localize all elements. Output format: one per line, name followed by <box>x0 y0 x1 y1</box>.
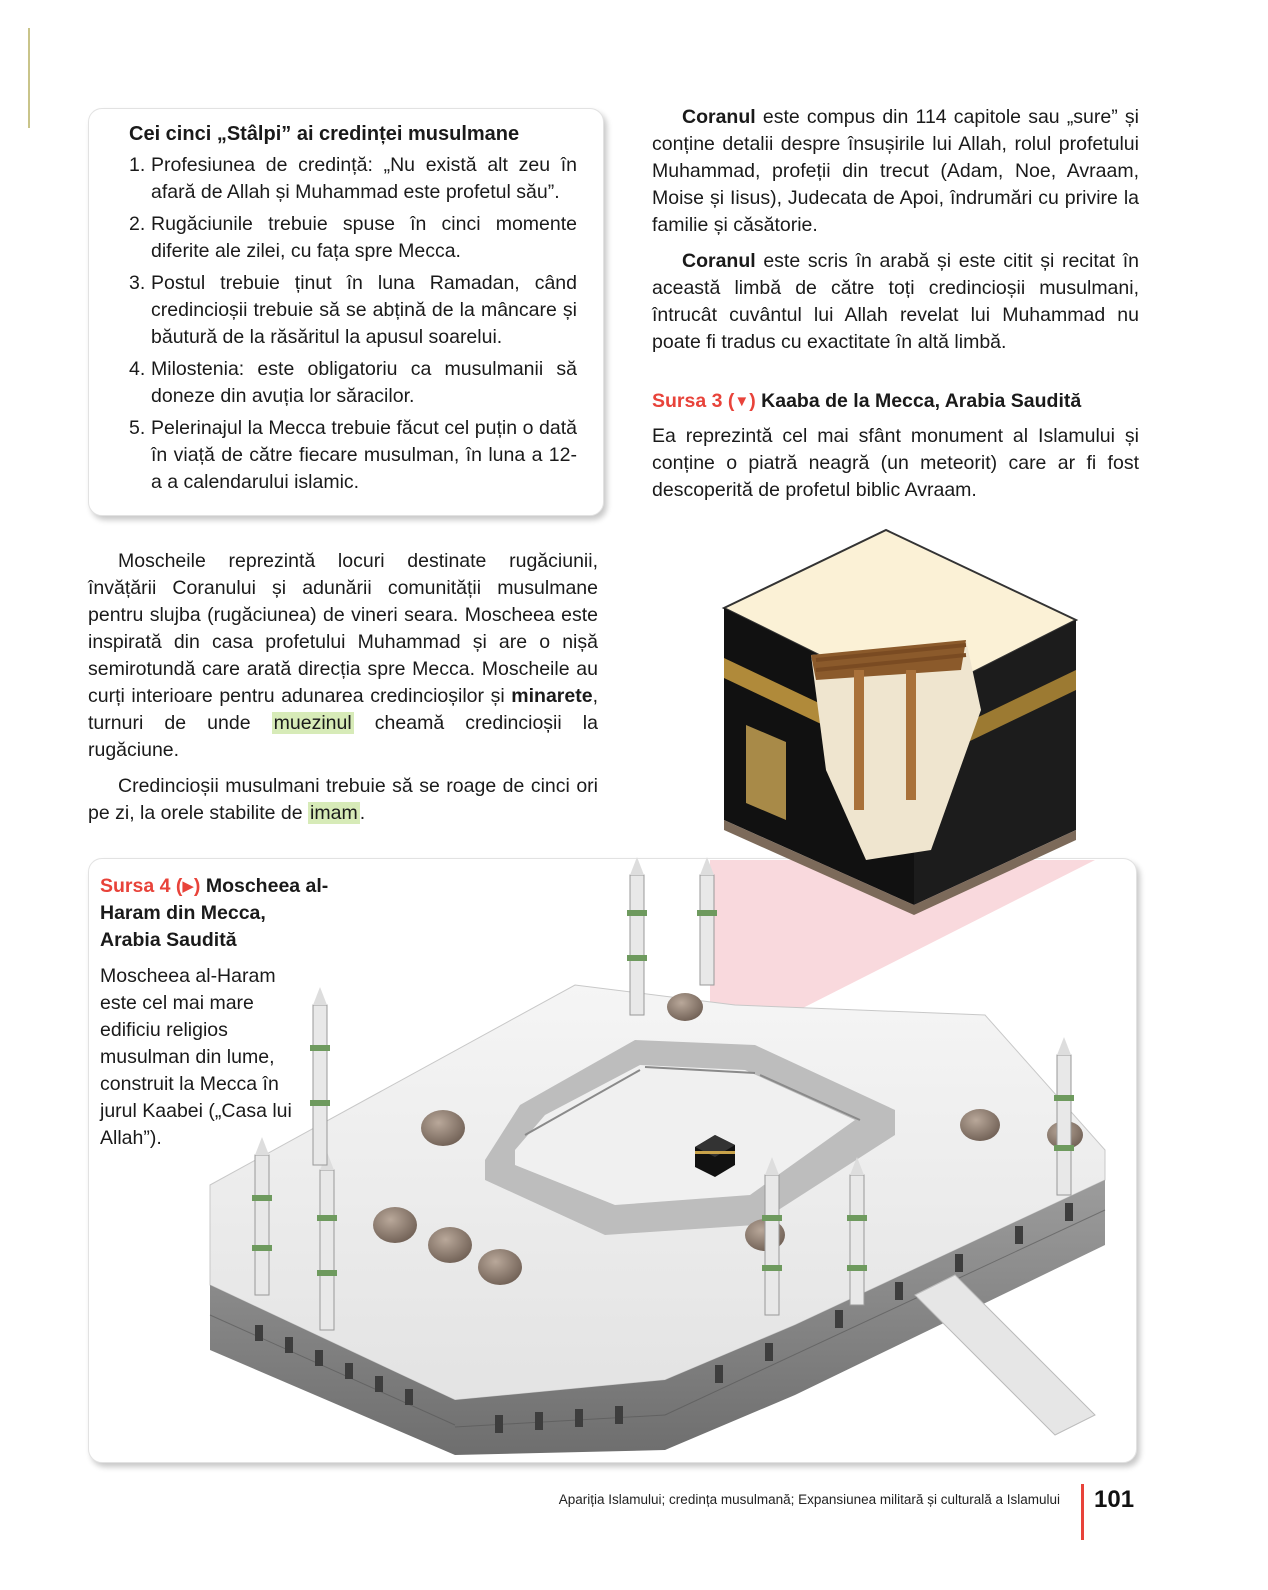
source4-text: Moscheea al-Haram este cel mai mare edificiu religios musulman din lume, construit la Mecca în jurul Kaabei („Casa lui Allah”). <box>100 965 292 1149</box>
mosque-illustration <box>195 855 1140 1460</box>
highlight-imam: imam <box>310 802 358 824</box>
footer-text: Apariția Islamului; credința musulmană; Expansiunea militară și culturală a Islamului <box>558 1492 1060 1507</box>
coran-paragraph-2: Coranul este scris în arabă și este citit și recitat în această limbă de către toți credincioșii musulmani, întrucât cuvântul lui Allah revelat lui Muhammad nu poate fi tradus cu exactitate în altă limbă. <box>652 250 1139 353</box>
mosques-paragraph-1: Moscheile reprezintă locuri destinate rugăciunii, învățării Coranului și adunării comunității musulmane pentru slujba (rugăciunea) de vineri seara. Moscheea este inspirată din casa profetului Muhammad și are o nișă semirotundă care arată direcția spre Mecca. Moscheile au curți interioare pentru adunarea credincioșilor și minarete, turnuri de unde muezinul cheamă credincioșii la rugăciune. <box>88 550 598 761</box>
pillar-item: 3. Postul trebuie ținut în luna Ramadan, când credincioșii trebuie să se abțină de la mâncare și băutură de la răsăritul la apusul soarelui. <box>129 272 577 348</box>
pillars-list <box>129 152 577 496</box>
highlight-muezin: muezinul <box>273 712 352 734</box>
coran-section <box>652 104 1139 365</box>
source3-text: Ea reprezintă cel mai sfânt monument al Islamului și conține o piatră neagră (un meteorit) care ar fi fost descoperită de profetul biblic Avraam. <box>652 425 1139 501</box>
mosques-section <box>88 548 598 836</box>
pillars-title: Cei cinci „Stâlpi” ai credinței musulmane <box>129 123 520 145</box>
source3-heading: Sursa 3 (▼) Kaaba de la Mecca, Arabia Saudită <box>652 388 1139 415</box>
page-number: 101 <box>1094 1486 1135 1513</box>
mosques-paragraph-2: Credincioșii musulmani trebuie să se roage de cinci ori pe zi, la orele stabilite de imam . <box>88 775 598 824</box>
footer-bar <box>1081 1484 1084 1540</box>
triangle-right-icon: ▶ <box>182 878 194 895</box>
pillar-item: 5. Pelerinajul la Mecca trebuie făcut cel puțin o dată în viață de către fiecare musulman, în luna a 12-a a calendarului islamic. <box>129 417 577 493</box>
pillar-item: 1. Profesiunea de credință: „Nu există alt zeu în afară de Allah și Muhammad este profetul său”. <box>129 154 577 203</box>
pillar-item: 4. Milostenia: este obligatoriu ca musulmanii să doneze din avuția lor săracilor. <box>129 358 577 407</box>
source3-caption <box>652 388 1139 504</box>
margin-line <box>28 28 30 128</box>
source4-heading: Sursa 4 (▶) Moscheea al-Haram din Mecca, Arabia Saudită <box>100 875 329 951</box>
kaaba-illustration <box>716 520 1096 915</box>
pillars-box <box>88 108 604 516</box>
triangle-down-icon: ▼ <box>734 393 750 410</box>
pillar-item: 2. Rugăciunile trebuie spuse în cinci momente diferite ale zilei, cu fața spre Mecca. <box>129 213 577 262</box>
coran-paragraph-1: Coranul este compus din 114 capitole sau „sure” și conține detalii despre însușirile lui Allah, rolul profetului Muhammad, profeții din trecut (Adam, Noe, Avraam, Moise și Iisus), Judecata de Apoi, îndrumări cu privire la familie și căsătorie. <box>652 106 1139 236</box>
